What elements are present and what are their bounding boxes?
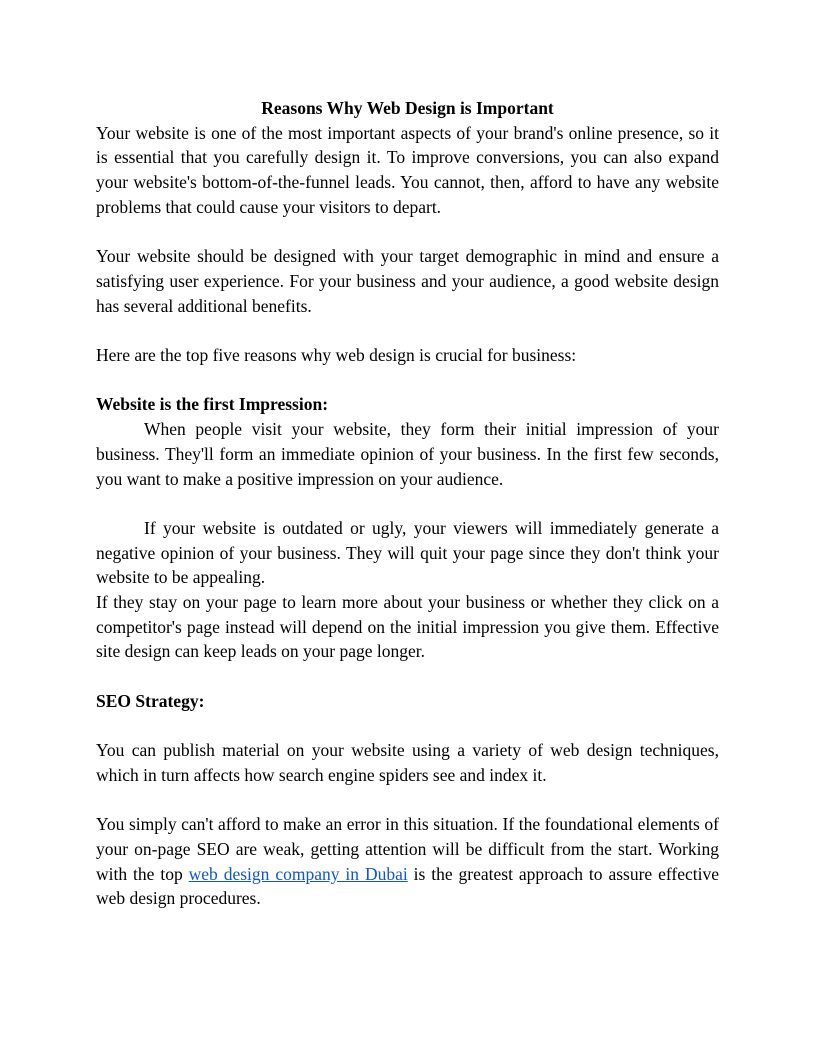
seo-paragraph-1: You can publish material on your website using a variety of web design techniques, which in turn affects how search engine spiders see and index it. [96, 740, 719, 785]
section-heading-first-impression: Website is the first Impression: [96, 394, 329, 415]
paragraph-gap [96, 491, 719, 516]
document-page [96, 96, 719, 911]
first-impression-paragraph-3: If they stay on your page to learn more about your business or whether they click on a competitor's page instead will depend on the initial impression you give them. Effective site design can keep leads on your page longer. [96, 592, 719, 662]
first-impression-paragraph-2: If your website is outdated or ugly, your viewers will immediately generate a negative opinion of your business. They will quit your page since they don't think your website to be appealing. [96, 517, 719, 588]
intro-paragraph-3: Here are the top five reasons why web design is crucial for business: [96, 345, 577, 365]
intro-paragraph-1: Your website is one of the most important aspects of your brand's online presence, so it is essential that you carefully design it. To improve conversions, you can also expand your website's bottom-of-the-funnel leads. You cannot, then, afford to have any website problems that could cause your visitors to depart. [96, 122, 719, 217]
paragraph-gap [96, 664, 719, 689]
intro-paragraph-2: Your website should be designed with your target demographic in mind and ensure a satisfying user experience. For your business and your audience, a good website design has several additional benefits. [96, 246, 719, 316]
seo-paragraph-2-text-before: You simply can't afford to make an error in this situation. If the foundational elements of your on-page SEO are weak, getting attention will be difficult from the start. Working with the top [96, 814, 719, 884]
paragraph-gap [96, 714, 719, 739]
paragraph-gap [96, 318, 719, 343]
paragraph-gap [96, 788, 719, 813]
paragraph-gap [96, 368, 719, 393]
web-design-company-link[interactable]: web design company in Dubai [188, 863, 408, 884]
document-title: Reasons Why Web Design is Important [261, 98, 554, 118]
paragraph-gap [96, 220, 719, 245]
seo-paragraph-2-text-after: is the greatest approach to assure effective web design procedures. [96, 863, 720, 909]
first-impression-paragraph-1: When people visit your website, they form their initial impression of your business. They'll form an immediate opinion of your business. In the first few seconds, you want to make a positive impression on your audience. [96, 419, 719, 489]
seo-paragraph-2 [96, 812, 719, 911]
section-heading-seo-strategy: SEO Strategy: [96, 690, 205, 711]
